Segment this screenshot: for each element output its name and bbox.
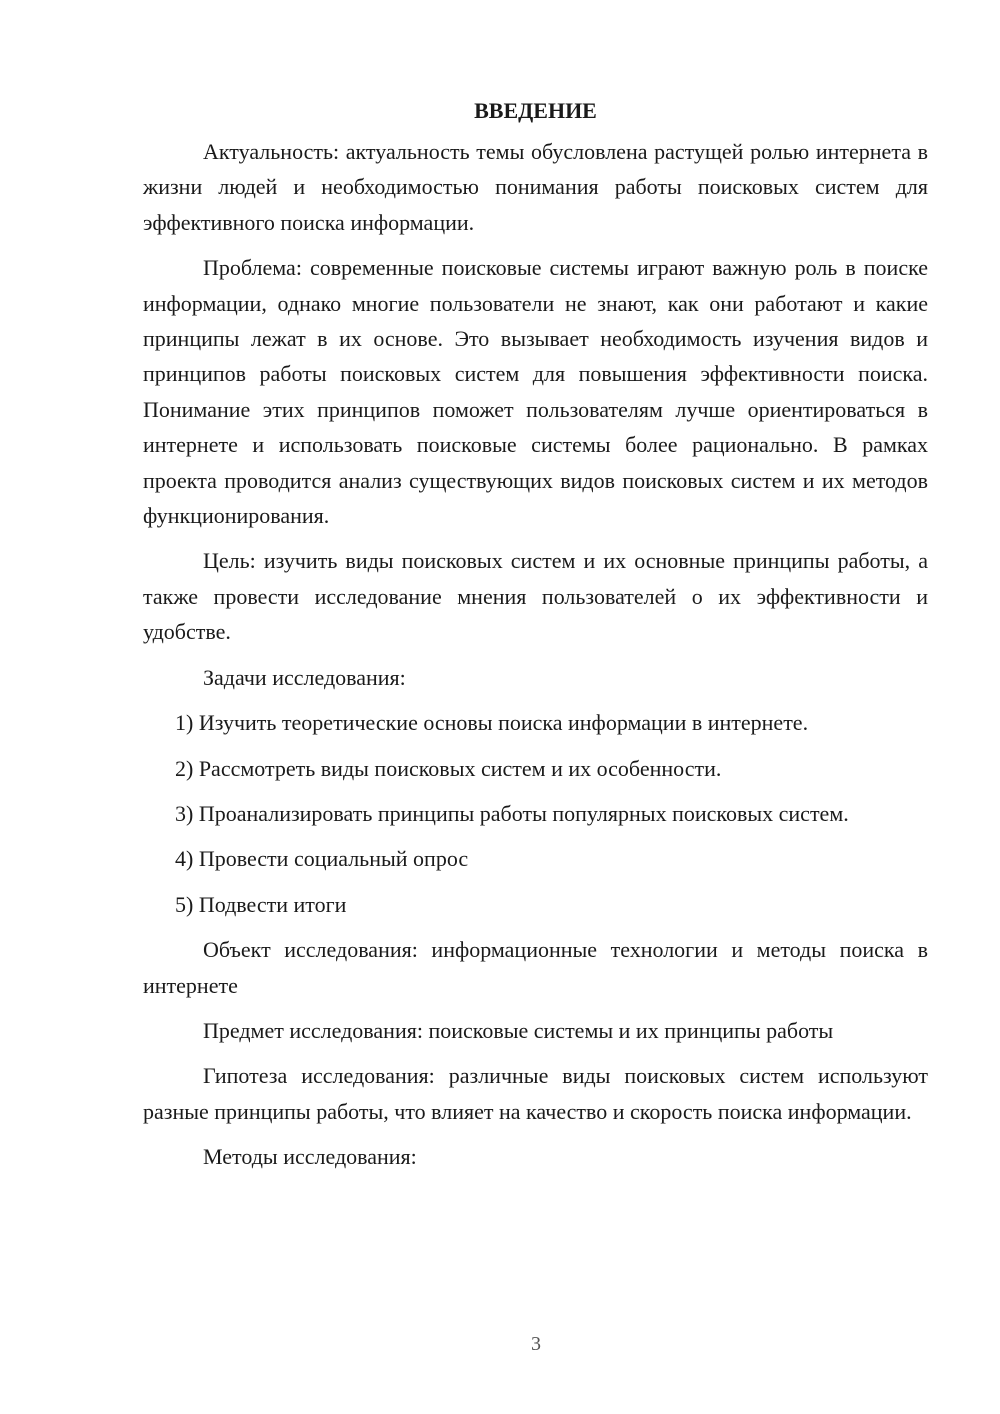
paragraph-object: Объект исследования: информационные технологии и методы поиска в интернете <box>143 937 928 998</box>
list-item-task-2: 2) Рассмотреть виды поисковых систем и их особенности. <box>175 755 722 781</box>
paragraph-relevance: Актуальность: актуальность темы обусловлена растущей ролью интернета в жизни людей и необходимостью понимания работы поисковых систем для эффективного поиска информации. <box>143 139 928 235</box>
page-number: 3 <box>531 1333 541 1355</box>
paragraph-hypothesis: Гипотеза исследования: различные виды поисковых систем используют разные принципы работы, что влияет на качество и скорость поиска информации. <box>143 1063 928 1124</box>
paragraph-problem: Проблема: современные поисковые системы играют важную роль в поиске информации, однако многие пользователи не знают, как они работают и какие принципы лежат в их основе. Это вызывает необходимость изучения видов и принципов работы поисковых систем для повышения эффективности поиска. Понимание этих принципов поможет пользователям лучше ориентироваться в интернете и использовать поисковые системы более рационально. В рамках проекта проводится анализ существующих видов поисковых систем и их методов функционирования. <box>143 255 928 529</box>
paragraph-subject: Предмет исследования: поисковые системы и их принципы работы <box>203 1017 834 1043</box>
list-item-task-5: 5) Подвести итоги <box>175 891 347 917</box>
list-item-task-4: 4) Провести социальный опрос <box>175 846 469 872</box>
list-item-task-3: 3) Проанализировать принципы работы популярных поисковых систем. <box>175 800 849 826</box>
paragraph-goal: Цель: изучить виды поисковых систем и их основные принципы работы, а также провести исследование мнения пользователей о их эффективности и удобстве. <box>143 548 928 645</box>
page-title: ВВЕДЕНИЕ <box>474 98 597 123</box>
list-item-task-1: 1) Изучить теоретические основы поиска информации в интернете. <box>175 710 809 736</box>
document-body <box>143 95 928 1185</box>
paragraph-tasks-heading: Задачи исследования: <box>203 664 406 690</box>
paragraph-methods: Методы исследования: <box>203 1144 417 1170</box>
